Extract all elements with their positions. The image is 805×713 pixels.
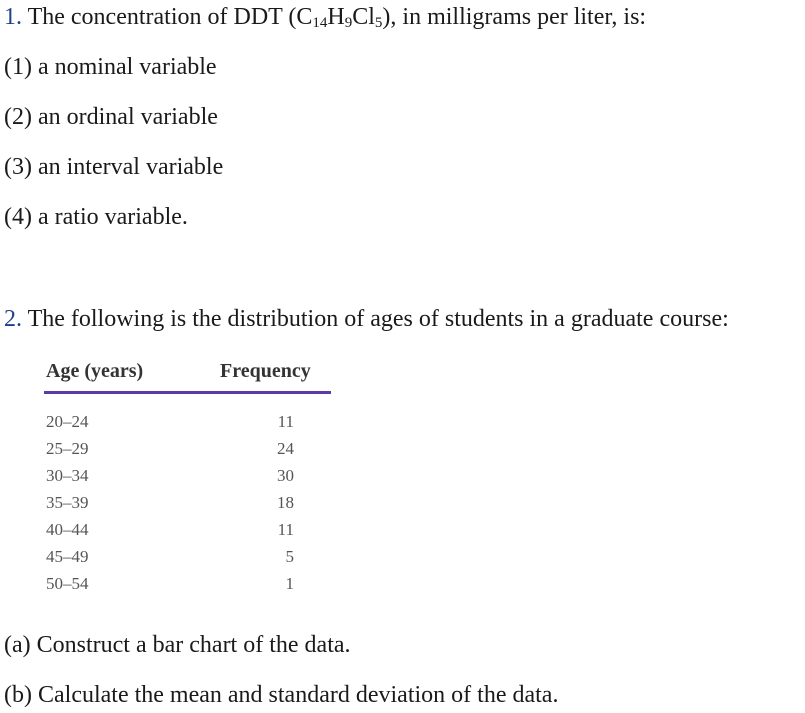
table-body [44,412,334,601]
frequency-cell: 30 [277,466,294,485]
table-row [44,493,334,520]
table-row [44,574,334,601]
frequency-cell: 24 [277,439,294,458]
question-1-text-start: The concentration of DDT (C [27,4,313,30]
subscript-14: 14 [312,15,328,31]
frequency-cell: 18 [277,493,294,512]
question-2-stem [4,304,729,334]
question-2-number: 2. [4,306,22,332]
frequency-cell: 5 [285,547,294,566]
age-cell: 30–34 [46,466,89,485]
age-cell: 50–54 [46,574,89,593]
frequency-cell: 11 [277,412,294,431]
age-cell: 45–49 [46,547,89,566]
question-1-option-3: (3) an interval variable [4,154,224,180]
subscript-9: 9 [344,15,353,31]
age-cell: 25–29 [46,439,89,458]
age-cell: 20–24 [46,412,89,431]
frequency-cell: 11 [277,520,294,539]
frequency-cell: 1 [285,574,294,593]
question-2-text: The following is the distribution of ages of students in a graduate course: [27,306,729,332]
question-1-stem [4,2,646,38]
header-age: Age (years) [46,360,144,382]
chlorine-symbol: Cl [352,4,375,30]
table-row [44,412,334,439]
table-row [44,520,334,547]
question-1-number: 1. [4,4,22,30]
question-1-text-end: ), in milligrams per liter, is: [382,4,647,30]
table-row [44,547,334,574]
question-1-option-2: (2) an ordinal variable [4,104,218,130]
table-row [44,439,334,466]
age-cell: 35–39 [46,493,89,512]
hydrogen-symbol: H [327,4,345,30]
table-header [44,360,334,386]
table-row [44,466,334,493]
header-rule [44,391,331,394]
question-1-option-4: (4) a ratio variable. [4,204,188,230]
age-cell: 40–44 [46,520,89,539]
question-2-part-a: (a) Construct a bar chart of the data. [4,632,351,658]
question-1-option-1: (1) a nominal variable [4,54,217,80]
subscript-5: 5 [374,15,383,31]
age-frequency-table [44,360,334,593]
question-2-part-b: (b) Calculate the mean and standard deviation of the data. [4,682,559,708]
header-frequency: Frequency [220,360,311,382]
